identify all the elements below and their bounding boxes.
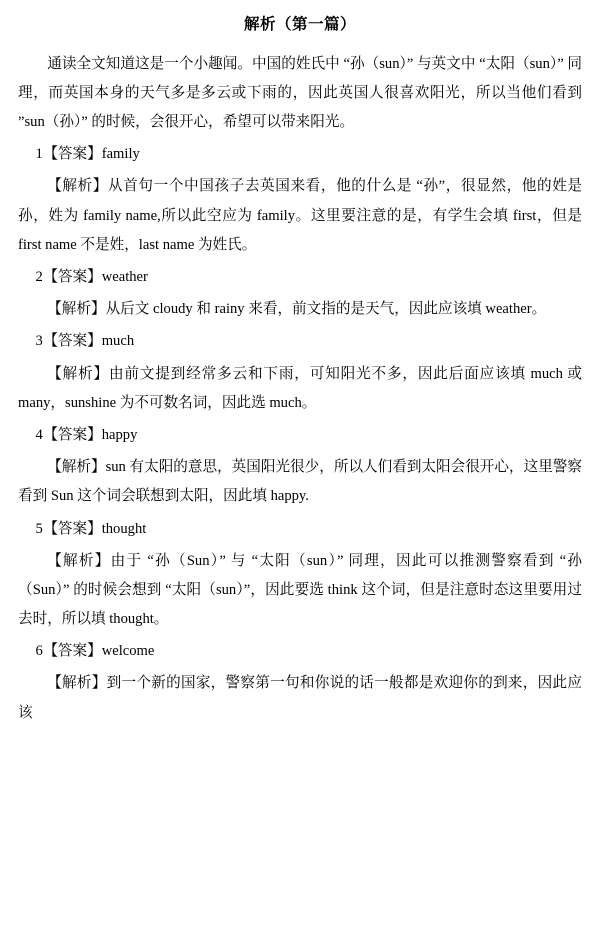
answer-line-3 (18, 327, 582, 356)
answer-line-6 (18, 637, 582, 666)
answer-tag-3: 【答案】 (43, 333, 102, 350)
explanation-block-1 (18, 172, 582, 260)
answer-number-4: 4 (35, 426, 44, 443)
explanation-block-4 (18, 453, 582, 511)
answer-tag-2: 【答案】 (43, 269, 102, 285)
answer-text-2: weather (101, 269, 148, 285)
answer-line-2 (18, 263, 582, 292)
explanation-block-3 (18, 360, 582, 418)
explanation-tag-2: 【解析】 (47, 301, 106, 318)
answer-number-2: 2 (35, 269, 44, 285)
answer-number-1: 1 (35, 146, 44, 163)
explanation-text-3: 由前文提到经常多云和下雨，可知阳光不多，因此后面应该填 much 或 many，sunshine 为不可数名词，因此选 much。 (18, 365, 582, 411)
explanation-block-5 (18, 547, 582, 635)
answer-number-5: 5 (35, 520, 44, 537)
explanation-block-2 (18, 295, 582, 324)
explanation-text-4: sun 有太阳的意思，英国阳光很少，所以人们看到太阳会很开心，这里警察看到 Sun 这个词会联想到太阳，因此填 happy. (18, 459, 582, 505)
answer-text-4: happy (101, 426, 138, 443)
explanation-tag-4: 【解析】 (47, 459, 106, 476)
answer-tag-1: 【答案】 (43, 146, 102, 163)
page-title: 解析（第一篇） (243, 16, 356, 33)
explanation-tag-5: 【解析】 (47, 552, 111, 569)
answer-tag-6: 【答案】 (43, 643, 102, 660)
answer-line-4 (18, 421, 582, 450)
explanation-text-1: 从首句一个中国孩子去英国来看，他的什么是 “孙”，很显然，他的姓是孙，姓为 family name,所以此空应为 family。这里要注意的是，有学生会填 first，但是 first name 不是姓，last name 为姓氏。 (18, 178, 582, 253)
explanation-text-6: 到一个新的国家，警察第一句和你说的话一般都是欢迎你的到来，因此应该 (18, 675, 582, 721)
answer-line-5 (18, 515, 582, 544)
explanation-text-2: 从后文 cloudy 和 rainy 来看，前文指的是天气，因此应该填 weather。 (105, 301, 547, 318)
intro-paragraph: 通读全文知道这是一个小趣闻。中国的姓氏中 “孙（sun）” 与英文中 “太阳（sun）” 同理，而英国本身的天气多是多云或下雨的，因此英国人很喜欢阳光，所以当他们看到 ”sun（孙）” 的时候，会很开心，希望可以带来阳光。 (18, 55, 582, 131)
answer-line-1 (18, 140, 582, 169)
explanation-tag-1: 【解析】 (47, 178, 109, 195)
answer-tag-5: 【答案】 (43, 520, 102, 537)
explanation-tag-6: 【解析】 (47, 675, 107, 692)
explanation-tag-3: 【解析】 (47, 365, 109, 382)
answer-number-3: 3 (35, 333, 44, 350)
answer-tag-4: 【答案】 (43, 426, 102, 443)
answer-text-3: much (101, 333, 135, 350)
explanation-block-6 (18, 669, 582, 727)
explanation-text-5: 由于 “孙（Sun）” 与 “太阳（sun）” 同理，因此可以推测警察看到 “孙（Sun）” 的时候会想到 “太阳（sun）”，因此要选 think 这个词，但是注意时态这里要用过去时，所以填 thought。 (18, 552, 582, 628)
answer-text-1: family (101, 146, 140, 163)
answer-number-6: 6 (35, 643, 44, 660)
answer-text-5: thought (101, 520, 147, 537)
answer-text-6: welcome (101, 643, 155, 660)
